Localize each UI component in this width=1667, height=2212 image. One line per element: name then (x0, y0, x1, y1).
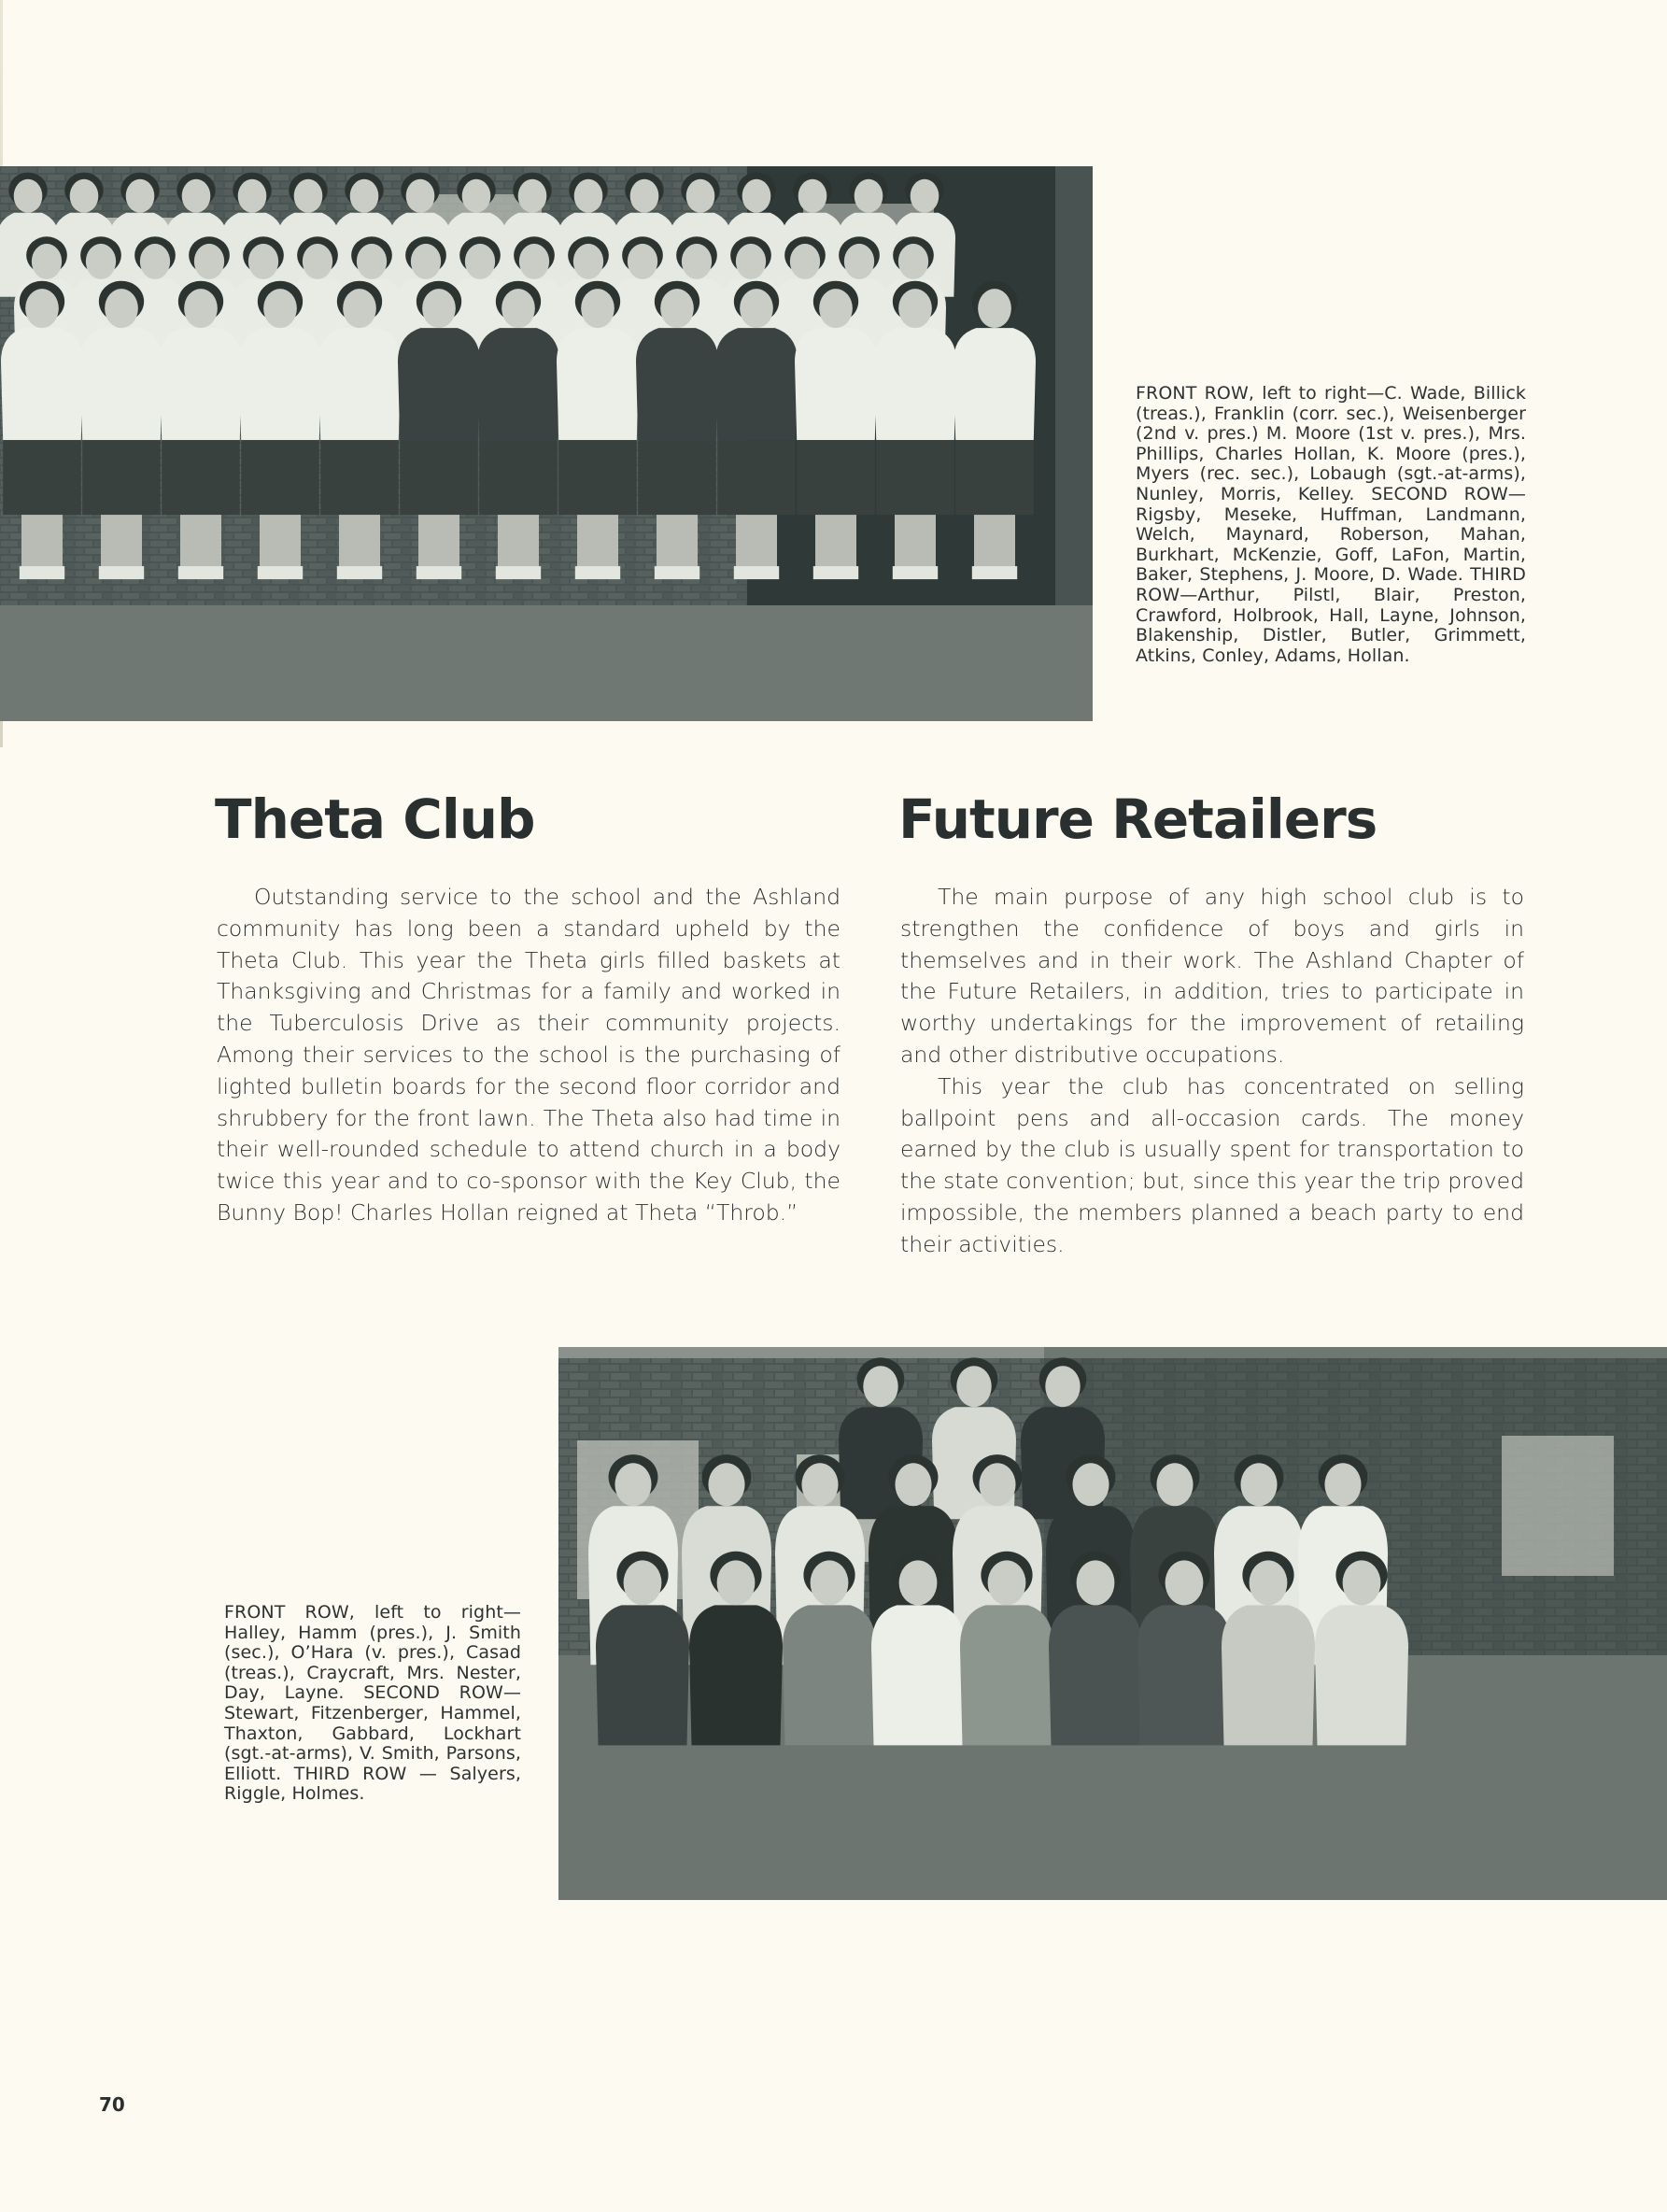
theta-club-group-photo (0, 166, 1093, 721)
future-retailers-heading: Future Retailers (898, 787, 1377, 851)
theta-club-heading: Theta Club (215, 787, 535, 851)
theta-club-article (217, 882, 841, 1229)
future-retailers-paragraph: The main purpose of any high school club is to strengthen the confidence of boys and girls in themselves and in their work. The Ashland Chapter of the Future Retailers, in addition, tries to participate in worthy undertakings for the improvement of retailing and other distributive occupations. (900, 884, 1524, 1068)
theta-photo-graphic (0, 166, 1093, 721)
theta-club-paragraph: Outstanding service to the school and the Ashland community has long been a standard upheld by the Theta Club. This year the Theta girls filled baskets at Thanksgiving and Christmas for a family and worked in the Tuberculosis Drive as their community projects. Among their services to the school is the purchasing of lighted bulletin boards for the second floor corridor and shrubbery for the front lawn. The Theta also had time in their well-rounded schedule to attend church in a body twice this year and to co-sponsor with the Key Club, the Bunny Bop! Charles Hollan reigned at Theta “Throb.” (217, 884, 841, 1226)
future-retailers-article (900, 882, 1524, 1261)
future-retailers-group-photo (558, 1347, 1667, 1900)
future-retailers-paragraph: This year the club has concentrated on selling ballpoint pens and all-occasion cards. The money earned by the club is usually spent for transportation to the state convention; but, since this year the trip proved impossible, the members planned a beach party to end their activities. (900, 1072, 1524, 1257)
future-retailers-photo-caption: FRONT ROW, left to right—Halley, Hamm (pres.), J. Smith (sec.), O’Hara (v. pres.), Casad (treas.), Craycraft, Mrs. Nester, Day, Layne. SECOND ROW—Stewart, Fitzenberger, Hammel, Thaxton, Gabbard, Lockhart (sgt.-at-arms), V. Smith, Parsons, Elliott. THIRD ROW — Salyers, Riggle, Holmes. (224, 1602, 521, 1805)
page-number: 70 (99, 2093, 125, 2116)
theta-club-photo-caption: FRONT ROW, left to right—C. Wade, Billick (treas.), Franklin (corr. sec.), Weisenberger (2nd v. pres.) M. Moore (1st v. pres.), Mrs. Phillips, Charles Hollan, K. Moore (pres.), Myers (rec. sec.), Lobaugh (sgt.-at-arms), Nunley, Morris, Kelley. SECOND ROW—Rigsby, Meseke, Huffman, Landmann, Welch, Maynard, Roberson, Mahan, Burkhart, McKenzie, Goff, LaFon, Martin, Baker, Stephens, J. Moore, D. Wade. THIRD ROW—Arthur, Pilstl, Blair, Preston, Crawford, Holbrook, Hall, Layne, Johnson, Blakenship, Distler, Butler, Grimmett, Atkins, Conley, Adams, Hollan. (1136, 383, 1526, 666)
retail-photo-graphic (558, 1347, 1667, 1900)
